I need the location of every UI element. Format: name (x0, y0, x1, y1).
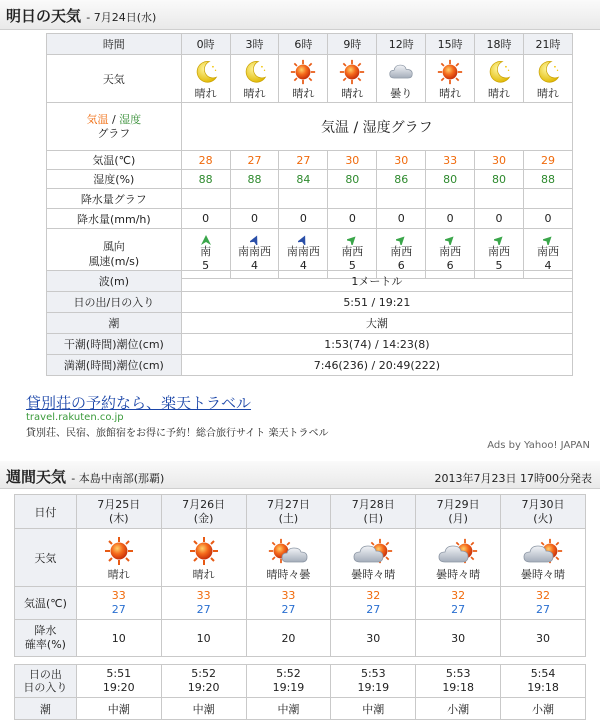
temperature-cell: 33 (426, 151, 475, 170)
wind-speed-label: 風速(m/s) (88, 254, 140, 268)
weekly-weather-text: 曇時々晴 (351, 567, 396, 581)
temperature-cell: 29 (523, 151, 572, 170)
graph-row (47, 103, 573, 151)
day-of-week: (日) (363, 511, 384, 525)
temperature-cell: 30 (328, 151, 377, 170)
cloud-sun-icon (351, 536, 395, 566)
weekly-tide-cell: 中潮 (76, 698, 161, 720)
weather-cell (475, 55, 524, 103)
cloud-icon (388, 59, 414, 85)
rainfall-cell: 0 (230, 209, 279, 229)
weather-cell (426, 55, 475, 103)
weekly-sun-cell (501, 665, 586, 698)
temp-high: 32 (536, 589, 551, 602)
weather-text: 晴れ (488, 86, 511, 100)
weekly-weather-row (15, 529, 586, 587)
sun-label: 日の出/日の入り (47, 292, 182, 313)
sun-cloud-icon (266, 536, 310, 566)
weekly-issued: 2013年7月23日 17時00分発表 (434, 472, 592, 485)
moon-icon (486, 59, 512, 85)
date-label: 日付 (15, 495, 77, 529)
wind-direction: 南南西 (238, 245, 271, 258)
wind-direction: 南西 (488, 245, 511, 258)
tide-value: 大潮 (181, 313, 572, 334)
temp-low: 27 (536, 603, 551, 616)
wind-direction: 南西 (341, 245, 364, 258)
weekly-rain-cell: 30 (331, 620, 416, 657)
rainfall-cell: 0 (328, 209, 377, 229)
weekly-rain-row (15, 620, 586, 657)
humidity-row (47, 170, 573, 189)
hour-cell: 15時 (426, 34, 475, 55)
weekly-date-cell (416, 495, 501, 529)
weekly-date-cell (161, 495, 246, 529)
temp-high: 32 (451, 589, 466, 602)
rain-label-a: 降水 (34, 624, 57, 637)
day-date: 7月29日 (436, 497, 480, 511)
temperature-label: 気温(℃) (47, 151, 182, 170)
sunset: 19:20 (187, 681, 220, 694)
weekly-tide-cell: 小潮 (416, 698, 501, 720)
weekly-tide-cell: 中潮 (161, 698, 246, 720)
sunrise: 5:51 (106, 667, 132, 680)
rainfall-cell: 0 (279, 209, 328, 229)
weekly-temp-cell (416, 587, 501, 620)
wind-arrow-icon (250, 235, 260, 245)
wind-arrow-icon (347, 235, 357, 245)
day-of-week: (木) (108, 511, 129, 525)
weekly-tide-label: 潮 (15, 698, 77, 720)
weekly-weather-cell (76, 529, 161, 587)
tomorrow-header (0, 0, 600, 30)
sun-row (47, 292, 573, 313)
day-of-week: (月) (448, 511, 468, 525)
weekly-weather-label: 天気 (15, 529, 77, 587)
graph-title: 気温 / 湿度グラフ (181, 103, 572, 151)
day-date: 7月26日 (182, 497, 226, 511)
weekly-temp-cell (161, 587, 246, 620)
weekly-weather-text: 晴れ (192, 567, 215, 581)
weather-cell (181, 55, 230, 103)
graph-label-humid[interactable]: 湿度 (119, 112, 142, 126)
temp-low: 27 (451, 603, 466, 616)
day-date: 7月25日 (97, 497, 141, 511)
moon-icon (242, 59, 268, 85)
hourly-forecast-table (46, 33, 573, 279)
sunrise: 5:52 (276, 667, 301, 680)
wind-arrow-icon (396, 235, 406, 245)
rainfall-cell: 0 (181, 209, 230, 229)
temperature-cell: 30 (377, 151, 426, 170)
weather-text: 晴れ (292, 86, 315, 100)
temp-high: 33 (281, 589, 296, 602)
ad-url[interactable]: travel.rakuten.co.jp (26, 412, 124, 423)
weekly-tide-cell: 中潮 (246, 698, 331, 720)
weekly-rain-cell: 30 (416, 620, 501, 657)
time-row (47, 34, 573, 55)
weekly-weather-text: 晴時々曇 (266, 567, 311, 581)
weekly-rain-label (15, 620, 77, 657)
sunset: 19:20 (102, 681, 135, 694)
temperature-row (47, 151, 573, 170)
temp-low: 27 (111, 603, 126, 616)
weekly-weather-cell (416, 529, 501, 587)
wind-direction: 南西 (439, 245, 462, 258)
day-of-week: (土) (278, 511, 299, 525)
weekly-weather-text: 曇時々晴 (436, 567, 481, 581)
temp-low: 27 (196, 603, 211, 616)
weekly-sun-cell (76, 665, 161, 698)
wind-direction: 南西 (390, 245, 413, 258)
weekly-sun-row (15, 665, 586, 698)
rainfall-cell: 0 (377, 209, 426, 229)
temp-high: 33 (111, 589, 126, 602)
weekly-tide-row (15, 698, 586, 720)
wind-speed: 4 (544, 259, 552, 272)
weekly-temp-cell (246, 587, 331, 620)
high-tide-value: 7:46(236) / 20:49(222) (181, 355, 572, 376)
humidity-cell: 80 (475, 170, 524, 189)
weekly-temp-row (15, 587, 586, 620)
weekly-date-cell (501, 495, 586, 529)
weekly-weather-cell (246, 529, 331, 587)
hour-cell: 0時 (181, 34, 230, 55)
temp-high: 32 (366, 589, 381, 602)
hour-cell: 21時 (523, 34, 572, 55)
sunrise: 5:53 (445, 667, 471, 680)
sun-label-b: 日の入り (23, 681, 68, 694)
humidity-label: 湿度(%) (47, 170, 182, 189)
hour-cell: 6時 (279, 34, 328, 55)
humidity-cell: 88 (181, 170, 230, 189)
weather-text: 晴れ (341, 86, 364, 100)
weekly-rain-cell: 10 (161, 620, 246, 657)
temp-low: 27 (366, 603, 381, 616)
cloud-sun-icon (521, 536, 565, 566)
hour-cell: 9時 (328, 34, 377, 55)
temperature-cell: 30 (475, 151, 524, 170)
sunset: 19:19 (357, 681, 390, 694)
temp-high: 33 (196, 589, 211, 602)
time-label: 時間 (47, 34, 182, 55)
rainfall-row (47, 209, 573, 229)
day-of-week: (火) (533, 511, 553, 525)
weekly-sun-cell (331, 665, 416, 698)
weekly-temp-cell (76, 587, 161, 620)
weekly-tide-cell: 中潮 (331, 698, 416, 720)
ad-link[interactable]: 貸別荘の予約なら、楽天トラベル (26, 394, 252, 412)
humidity-cell: 80 (328, 170, 377, 189)
weekly-date-cell (246, 495, 331, 529)
wind-speed: 4 (299, 259, 307, 272)
low-tide-row (47, 334, 573, 355)
sunset: 19:19 (272, 681, 305, 694)
rainfall-cell: 0 (426, 209, 475, 229)
weekly-forecast-table (14, 494, 586, 720)
weekly-sun-cell (246, 665, 331, 698)
sun-icon (104, 536, 134, 566)
rainfall-cell: 0 (475, 209, 524, 229)
wind-arrow-icon (543, 235, 553, 245)
humidity-cell: 86 (377, 170, 426, 189)
cloud-sun-icon (436, 536, 480, 566)
weekly-date-cell (331, 495, 416, 529)
tide-row (47, 313, 573, 334)
weekly-rain-cell: 20 (246, 620, 331, 657)
weather-cell (328, 55, 377, 103)
sun-icon (189, 536, 219, 566)
low-tide-value: 1:53(74) / 14:23(8) (181, 334, 572, 355)
wind-arrow-icon (201, 235, 211, 245)
weekly-sun-cell (161, 665, 246, 698)
temperature-cell: 27 (279, 151, 328, 170)
weekly-temp-label: 気温(℃) (15, 587, 77, 620)
day-of-week: (金) (193, 511, 214, 525)
wind-direction: 南西 (536, 245, 559, 258)
graph-label-temp[interactable]: 気温 (86, 112, 109, 126)
graph-label-suffix: グラフ (97, 126, 131, 140)
graph-label (47, 103, 182, 151)
weekly-sun-label (15, 665, 77, 698)
weekly-weather-text: 曇時々晴 (521, 567, 566, 581)
ad-block (26, 392, 251, 413)
weekly-temp-cell (501, 587, 586, 620)
hour-cell: 12時 (377, 34, 426, 55)
weekly-rain-cell: 30 (501, 620, 586, 657)
moon-icon (193, 59, 219, 85)
weekly-temp-cell (331, 587, 416, 620)
rainfall-graph-row (47, 189, 573, 209)
weather-cell (523, 55, 572, 103)
weather-label: 天気 (47, 55, 182, 103)
weather-cell (377, 55, 426, 103)
wind-direction: 南 (200, 245, 212, 258)
wave-label: 波(m) (47, 271, 182, 292)
wind-direction: 南南西 (286, 245, 320, 258)
humidity-cell: 88 (523, 170, 572, 189)
graph-label-sep: / (108, 112, 120, 126)
weather-text: 曇り (390, 86, 413, 100)
weekly-sun-cell (416, 665, 501, 698)
day-date: 7月30日 (521, 497, 565, 511)
wind-arrow-icon (298, 235, 308, 245)
moon-icon (535, 59, 561, 85)
day-date: 7月27日 (266, 497, 310, 511)
day-date: 7月28日 (351, 497, 395, 511)
wind-speed: 5 (495, 259, 503, 272)
sunrise: 5:53 (360, 667, 386, 680)
low-tide-label: 干潮(時間)潮位(cm) (47, 334, 182, 355)
weekly-spacer-row (15, 657, 586, 665)
sun-icon (339, 59, 365, 85)
rainfall-cell: 0 (523, 209, 572, 229)
sun-label-a: 日の出 (28, 668, 62, 681)
sun-icon (290, 59, 316, 85)
sunset: 19:18 (527, 681, 559, 694)
ad-description: 貸別荘、民宿、旅館宿をお得に予約！総合旅行サイト 楽天トラベル (26, 428, 329, 439)
weather-text: 晴れ (194, 86, 217, 100)
weather-text: 晴れ (439, 86, 462, 100)
weekly-date-row (15, 495, 586, 529)
sun-value: 5:51 / 19:21 (181, 292, 572, 313)
tide-label: 潮 (47, 313, 182, 334)
hour-cell: 3時 (230, 34, 279, 55)
ad-credit[interactable]: Ads by Yahoo! JAPAN (487, 440, 590, 451)
weather-text: 晴れ (536, 86, 559, 100)
weekly-tide-cell: 小潮 (501, 698, 586, 720)
wind-speed: 5 (202, 259, 210, 272)
sunset: 19:18 (442, 681, 475, 694)
weather-cell (279, 55, 328, 103)
humidity-cell: 84 (279, 170, 328, 189)
weather-row (47, 55, 573, 103)
wind-dir-label: 風向 (102, 239, 125, 253)
weekly-weather-text: 晴れ (107, 567, 130, 581)
tomorrow-title: 明日の天気 (6, 7, 82, 25)
tomorrow-date: - 7月24日(水) (86, 11, 157, 24)
wind-speed: 6 (446, 259, 454, 272)
weekly-date-cell (76, 495, 161, 529)
rainfall-graph-label: 降水量グラフ (47, 189, 182, 209)
hour-cell: 18時 (475, 34, 524, 55)
rain-label-b: 確率(%) (24, 638, 66, 651)
weekly-weather-cell (331, 529, 416, 587)
weekly-weather-cell (161, 529, 246, 587)
high-tide-row (47, 355, 573, 376)
rainfall-label: 降水量(mm/h) (47, 209, 182, 229)
sunrise: 5:52 (191, 667, 216, 680)
weekly-header (0, 461, 600, 489)
weekly-rain-cell: 10 (76, 620, 161, 657)
temp-low: 27 (281, 603, 296, 616)
sunrise: 5:54 (530, 667, 556, 680)
temperature-cell: 27 (230, 151, 279, 170)
temperature-cell: 28 (181, 151, 230, 170)
humidity-cell: 80 (426, 170, 475, 189)
wind-speed: 6 (397, 259, 405, 272)
wave-row (47, 271, 573, 292)
wind-arrow-icon (445, 235, 455, 245)
weather-cell (230, 55, 279, 103)
sun-icon (437, 59, 463, 85)
wind-speed: 5 (348, 259, 356, 272)
weekly-region: - 本島中南部(那覇) (71, 472, 165, 485)
sea-info-table (46, 270, 573, 376)
humidity-cell: 88 (230, 170, 279, 189)
wind-arrow-icon (494, 235, 504, 245)
wind-speed: 4 (251, 259, 258, 272)
high-tide-label: 満潮(時間)潮位(cm) (47, 355, 182, 376)
weekly-weather-cell (501, 529, 586, 587)
wave-value: 1メートル (181, 271, 572, 292)
weather-text: 晴れ (243, 86, 266, 100)
weekly-title: 週間天気 (6, 468, 67, 486)
